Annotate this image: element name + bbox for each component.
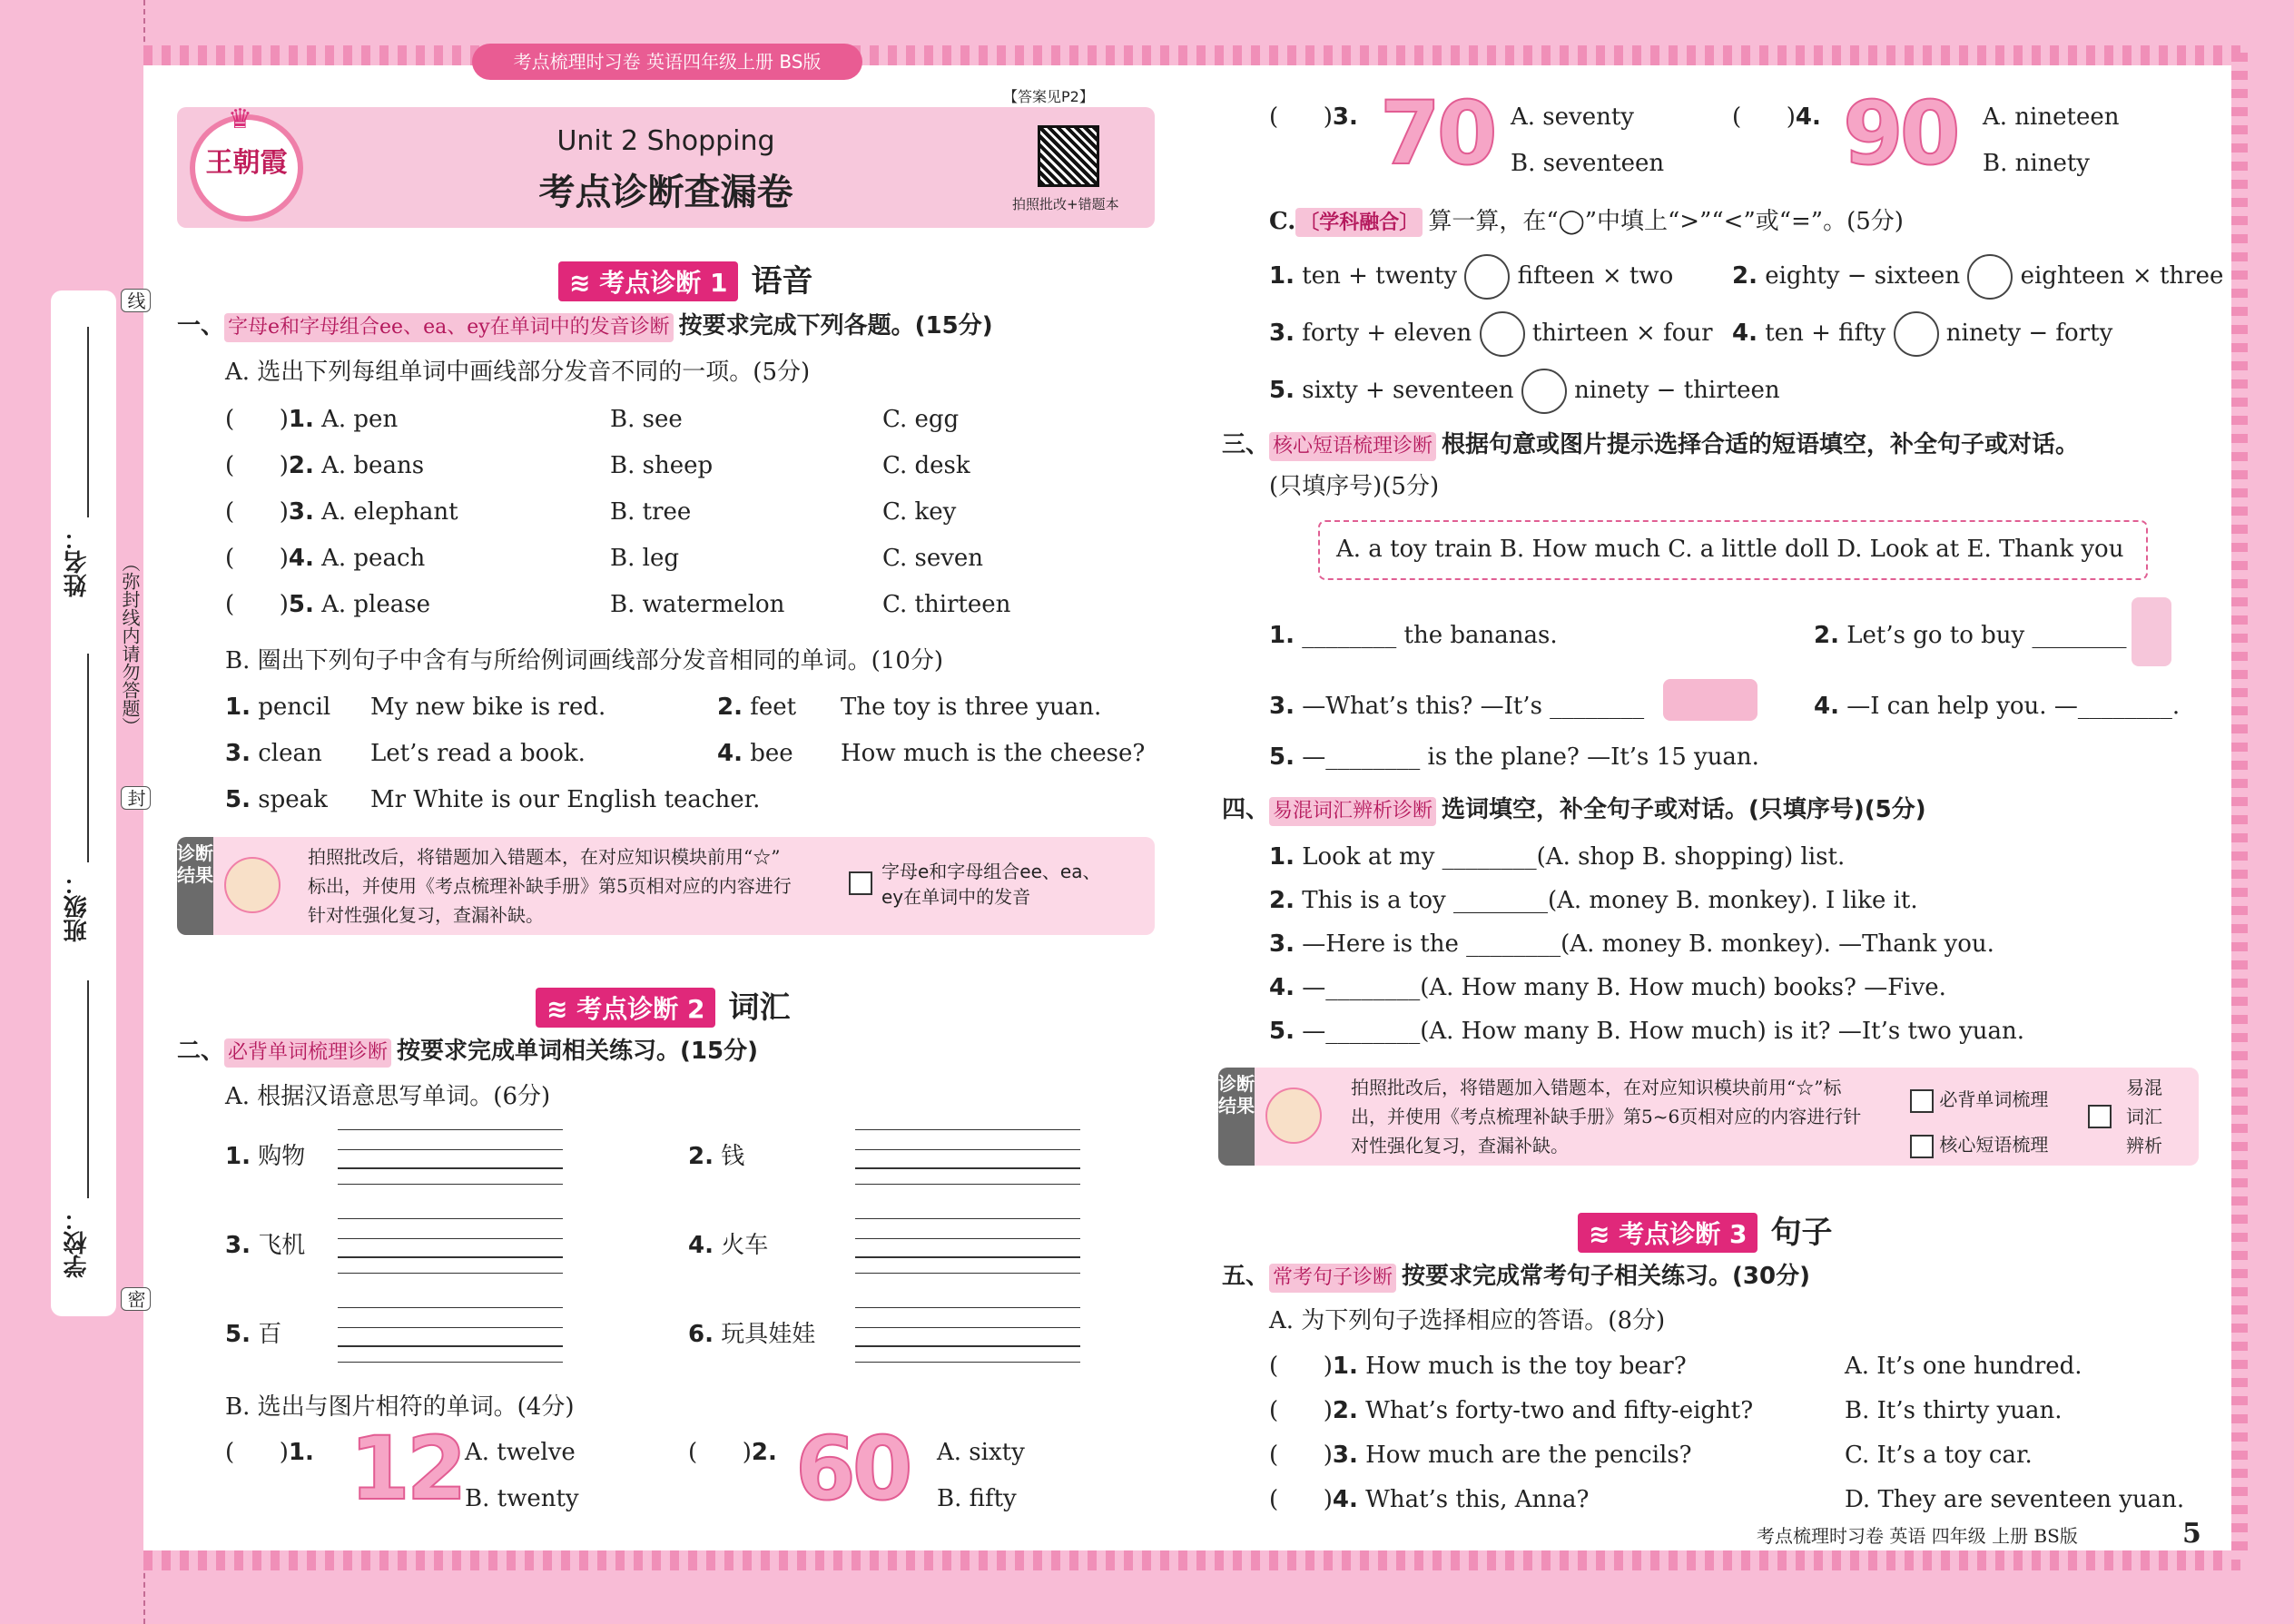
q1b-item: 4. bee — [717, 740, 793, 767]
diagnosis-box-1 — [177, 837, 1155, 935]
q2b-item[interactable]: ( )3. — [1269, 103, 1358, 131]
diagnosis-checklist-1[interactable]: 字母e和字母组合ee、ea、 ey在单词中的发音 — [851, 859, 1100, 910]
diagnosis-text-1: 拍照批改后，将错题加入错题本，在对应知识模块前用“☆” 标出，并使用《考点梳理补缺手册》第5页相对应的内容进行 针对性强化复习，查漏补缺。 — [308, 846, 792, 926]
compare-circle[interactable] — [1464, 254, 1510, 300]
writing-line[interactable] — [855, 1345, 1080, 1347]
q1-b-title: B. 圈出下列句子中含有与所给例词画线部分发音相同的单词。(10分) — [225, 647, 944, 674]
writing-line[interactable] — [338, 1327, 563, 1328]
q1b-sentence[interactable]: My new bike is red. — [370, 694, 606, 721]
school-field[interactable] — [87, 980, 89, 1198]
writing-line[interactable] — [855, 1327, 1080, 1328]
q1b-item: 2. feet — [717, 694, 797, 721]
writing-line[interactable] — [338, 1129, 563, 1130]
q1a-option-c: C. thirteen — [882, 591, 1011, 618]
diagnosis-side-label: 诊断结果 — [177, 837, 213, 935]
section-1-heading — [558, 256, 812, 301]
q5-answer-option: B. It’s thirty yuan. — [1845, 1397, 2063, 1424]
q4-item[interactable]: 3. —Here is the ________(A. money B. monkey). —Thank you. — [1269, 930, 1994, 958]
seal-feng-label: 封 — [121, 786, 151, 810]
class-field[interactable] — [87, 654, 89, 862]
compare-circle[interactable] — [1521, 369, 1567, 414]
worksheet-header — [177, 88, 1155, 228]
q2b-item[interactable]: ( )1. — [225, 1439, 314, 1466]
q2c-item: 5. sixty + seventeen ninety − thirteen — [1269, 369, 1780, 414]
q1b-sentence[interactable]: Let’s read a book. — [370, 740, 586, 767]
q5-answer-option: A. It’s one hundred. — [1845, 1353, 2082, 1380]
q2c-item: 4. ten + fifty ninety − forty — [1732, 311, 2112, 357]
q2c-item: 3. forty + eleven thirteen × four — [1269, 311, 1713, 357]
q1b-sentence[interactable]: Mr White is our English teacher. — [370, 786, 761, 813]
q2a-item: 5. 百 — [225, 1321, 282, 1348]
q5-a-title: A. 为下列句子选择相应的答语。(8分) — [1269, 1307, 1666, 1334]
q2b-option-b: B. ninety — [1983, 150, 2090, 177]
q1a-item[interactable]: ( )4. A. peach — [225, 545, 426, 572]
checkbox[interactable] — [849, 871, 872, 895]
unit-title: Unit 2 Shopping — [556, 125, 775, 157]
q5-item[interactable]: ( )1. How much is the toy bear? — [1269, 1353, 1687, 1380]
q2c-tag: 〔学科融合〕 — [1295, 208, 1423, 237]
q3-tag: 核心短语梳理诊断 — [1269, 432, 1436, 461]
logo-text: 王朝霞 — [205, 147, 288, 179]
q2b-item[interactable]: ( )4. — [1732, 103, 1821, 131]
compare-circle[interactable] — [1480, 311, 1525, 357]
q2-a-title: A. 根据汉语意思写单词。(6分) — [225, 1083, 551, 1110]
writing-line[interactable] — [855, 1256, 1080, 1258]
section-1-name: 语音 — [751, 263, 813, 300]
q4-heading: 四、 易混词汇辨析诊断 选词填空，补全句子或对话。(只填序号)(5分) — [1222, 795, 1926, 826]
q1b-sentence[interactable]: The toy is three yuan. — [841, 694, 1102, 721]
book-title-pill: 考点梳理时习卷 英语四年级上册 BS版 — [472, 44, 862, 80]
writing-line[interactable] — [338, 1345, 563, 1347]
number-picture: 90 — [1843, 83, 1957, 184]
writing-line[interactable] — [338, 1218, 563, 1219]
q1b-item: 5. speak — [225, 786, 328, 813]
q1a-option-c: C. egg — [882, 406, 960, 433]
writing-line[interactable] — [855, 1149, 1080, 1150]
q1a-item[interactable]: ( )5. A. please — [225, 591, 430, 618]
diagnosis-text-2: 拍照批改后，将错题加入错题本，在对应知识模块前用“☆”标 出，并使用《考点梳理补缺手册》第5~6页相对应的内容进行针 对性强化复习，查漏补缺。 — [1351, 1077, 1862, 1156]
page-number: 5 — [2182, 1518, 2201, 1550]
q3-item[interactable]: 3. —What’s this? —It’s ________ — [1269, 693, 1645, 720]
q2a-item: 3. 飞机 — [225, 1232, 306, 1259]
q2b-option-b: B. seventeen — [1511, 150, 1665, 177]
q3-options-box — [1318, 520, 2148, 580]
number-picture: 12 — [350, 1418, 464, 1520]
page-title: 考点诊断查漏卷 — [538, 172, 793, 213]
section-2-heading — [536, 982, 790, 1028]
diagnosis-checkbox-3[interactable] — [2088, 1100, 2112, 1129]
diagnosis-box-2 — [1218, 1068, 2199, 1166]
writing-line[interactable] — [855, 1238, 1080, 1239]
writing-line[interactable] — [338, 1307, 563, 1308]
q1b-sentence[interactable]: How much is the cheese? — [841, 740, 1146, 767]
q4-tag: 易混词汇辨析诊断 — [1269, 797, 1436, 826]
q1a-item[interactable]: ( )3. A. elephant — [225, 498, 458, 526]
right-wave-border — [2231, 53, 2248, 1560]
q1a-option-c: C. seven — [882, 545, 984, 572]
q1a-option-b: B. tree — [610, 498, 692, 526]
q5-item[interactable]: ( )4. What’s this, Anna? — [1269, 1486, 1590, 1513]
q2a-item: 4. 火车 — [688, 1232, 769, 1259]
q1b-item: 3. clean — [225, 740, 322, 767]
class-label: 班级： — [64, 871, 91, 942]
q2-tag: 必背单词梳理诊断 — [224, 1038, 391, 1068]
diagnosis-checklist-2[interactable]: 必背单词梳理 核心短语梳理 — [1910, 1077, 2048, 1167]
q5-item[interactable]: ( )3. How much are the pencils? — [1269, 1442, 1692, 1469]
q2-b-title: B. 选出与图片相符的单词。(4分) — [225, 1393, 575, 1421]
section-1-badge: ≋ 考点诊断 1 — [558, 261, 738, 301]
writing-line[interactable] — [855, 1307, 1080, 1308]
q3-item[interactable]: 5. —________ is the plane? —It’s 15 yuan. — [1269, 743, 1759, 771]
seal-mi-label: 密 — [121, 1287, 151, 1311]
q2b-option-a: A. nineteen — [1983, 103, 2120, 131]
q1a-option-b: B. leg — [610, 545, 679, 572]
q1-tag: 字母e和字母组合ee、ea、ey在单词中的发音诊断 — [224, 313, 674, 342]
q5-tag: 常考句子诊断 — [1269, 1264, 1396, 1293]
seal-line-label: 线 — [121, 289, 151, 312]
bottom-wave-border — [143, 1550, 2242, 1570]
answer-note: 【答案见P2】 — [1003, 88, 1094, 105]
q5-item[interactable]: ( )2. What’s forty-two and fifty-eight? — [1269, 1397, 1754, 1424]
q1-heading: 一、 字母e和字母组合ee、ea、ey在单词中的发音诊断 按要求完成下列各题。(15分) — [177, 311, 993, 342]
checkbox[interactable] — [2088, 1105, 2112, 1128]
q2-heading: 二、 必背单词梳理诊断 按要求完成单词相关练习。(15分) — [177, 1037, 758, 1068]
diagnosis-item-3: 易混 词汇 辨析 — [2126, 1077, 2162, 1156]
seal-note: （弥封线内请勿答题） — [119, 554, 141, 735]
q2a-item: 2. 钱 — [688, 1143, 745, 1170]
q5-answer-option: D. They are seventeen yuan. — [1845, 1486, 2185, 1513]
q3-heading: 三、 核心短语梳理诊断 根据句意或图片提示选择合适的短语填空，补全句子或对话。 — [1222, 430, 2079, 461]
q3-item[interactable]: 2. Let’s go to buy ________ — [1814, 622, 2127, 649]
checkbox[interactable] — [1910, 1089, 1934, 1113]
student-info-sidebar — [51, 290, 116, 1316]
qr-caption: 拍照批改+错题本 — [1012, 196, 1119, 212]
writing-line[interactable] — [855, 1273, 1080, 1274]
q2b-option-b: B. twenty — [465, 1485, 579, 1512]
q2a-item: 1. 购物 — [225, 1143, 306, 1170]
top-wave-border — [143, 45, 2242, 65]
q1a-item[interactable]: ( )1. A. pen — [225, 406, 399, 433]
q1a-option-b: B. watermelon — [610, 591, 785, 618]
section-2-name: 词汇 — [728, 989, 791, 1026]
toy-train-picture — [1663, 679, 1757, 721]
compare-circle[interactable] — [1967, 254, 2013, 300]
name-label: 姓名： — [64, 527, 91, 597]
footer-text: 考点梳理时习卷 英语 四年级 上册 BS版 — [1757, 1525, 2078, 1547]
section-3-heading — [1578, 1207, 1832, 1253]
writing-line[interactable] — [338, 1238, 563, 1239]
q2b-option-a: A. seventy — [1511, 103, 1634, 131]
number-picture: 60 — [795, 1418, 910, 1520]
q1a-item[interactable]: ( )2. A. beans — [225, 452, 425, 479]
q1a-option-b: B. sheep — [610, 452, 714, 479]
q2c-item: 2. eighty − sixteen eighteen × three — [1732, 254, 2223, 300]
writing-line[interactable] — [338, 1149, 563, 1150]
number-picture: 70 — [1380, 83, 1494, 184]
writing-line[interactable] — [338, 1273, 563, 1274]
section-3-name: 句子 — [1770, 1215, 1833, 1251]
q3-item[interactable]: 1. ________ the bananas. — [1269, 622, 1558, 649]
q2c-item: 1. ten + twenty fifteen × two — [1269, 254, 1673, 300]
q4-item[interactable]: 5. —________(A. How many B. How much) is it? —It’s two yuan. — [1269, 1018, 2025, 1045]
q1a-option-c: C. desk — [882, 452, 970, 479]
writing-line[interactable] — [338, 1184, 563, 1185]
writing-line[interactable] — [338, 1362, 563, 1363]
q4-item[interactable]: 4. —________(A. How many B. How much) books? —Five. — [1269, 974, 1946, 1001]
q3-instr2: (只填序号)(5分) — [1269, 473, 1440, 500]
q5-heading: 五、 常考句子诊断 按要求完成常考句子相关练习。(30分) — [1222, 1262, 1810, 1293]
q3-item[interactable]: 4. —I can help you. —________. — [1814, 693, 2181, 720]
school-label: 学校： — [64, 1207, 91, 1278]
q1b-item: 1. pencil — [225, 694, 331, 721]
writing-line[interactable] — [855, 1167, 1080, 1169]
q1a-option-b: B. see — [610, 406, 683, 433]
q2b-item[interactable]: ( )2. — [688, 1439, 777, 1466]
writing-line[interactable] — [338, 1167, 563, 1169]
q2b-option-a: A. sixty — [937, 1439, 1025, 1466]
writing-line[interactable] — [855, 1362, 1080, 1363]
q4-item[interactable]: 1. Look at my ________(A. shop B. shopping) list. — [1269, 843, 1846, 871]
q3-options: A. a toy train B. How much C. a little doll D. Look at E. Thank you — [1336, 536, 2124, 563]
q4-item[interactable]: 2. This is a toy ________(A. money B. monkey). I like it. — [1269, 887, 1918, 914]
q5-answer-option: C. It’s a toy car. — [1845, 1442, 2033, 1469]
diagnosis-side-label-2: 诊断结果 — [1218, 1068, 1255, 1166]
compare-circle[interactable] — [1894, 311, 1939, 357]
q2a-item: 6. 玩具娃娃 — [688, 1321, 816, 1348]
writing-line[interactable] — [338, 1256, 563, 1258]
q2c-heading: C. 〔学科融合〕 算一算，在“◯”中填上“>”“<”或“=”。(5分) — [1269, 208, 1904, 235]
section-3-badge: ≋ 考点诊断 3 — [1578, 1213, 1757, 1253]
qr-code-icon[interactable] — [1038, 125, 1099, 187]
name-field[interactable] — [87, 327, 89, 517]
q1a-option-c: C. key — [882, 498, 957, 526]
section-2-badge: ≋ 考点诊断 2 — [536, 988, 715, 1028]
q1-a-title: A. 选出下列每组单词中画线部分发音不同的一项。(5分) — [225, 359, 811, 386]
q2b-option-a: A. twelve — [465, 1439, 576, 1466]
checkbox[interactable] — [1910, 1135, 1934, 1158]
doll-picture — [2132, 597, 2171, 666]
teacher-avatar-2 — [1265, 1088, 1322, 1144]
q2b-option-b: B. fifty — [937, 1485, 1017, 1512]
crown-icon: ♛ — [228, 103, 252, 135]
writing-line[interactable] — [855, 1184, 1080, 1185]
teacher-avatar — [224, 857, 281, 913]
writing-line[interactable] — [855, 1218, 1080, 1219]
writing-line[interactable] — [855, 1129, 1080, 1130]
